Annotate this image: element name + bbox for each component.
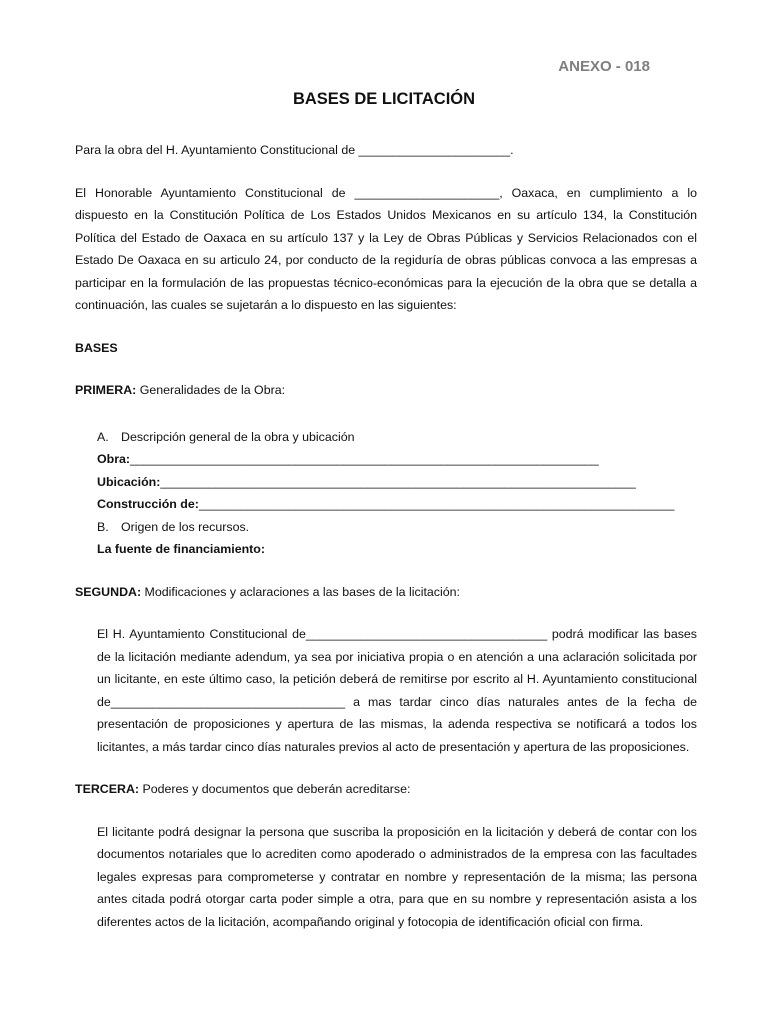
tercera-paragraph: El licitante podrá designar la persona que suscriba la proposición en la licitación y deberá de contar con los documentos notariales que lo acrediten como apoderado o administrados de la empresa con las facultades legales expresas para comprometerse y contratar en nombre y representación de la misma; las persona antes citada podrá otorgar carta poder simple a otra, para que en su nombre y representación asista a los diferentes actos de la licitación, acompañando original y fotocopia de identificación oficial con firma. xyxy=(97,824,697,929)
document-body xyxy=(75,139,697,933)
tercera-heading xyxy=(75,778,697,801)
ubicacion-blank: _____________________________________________________________________ xyxy=(160,474,636,489)
financiamiento-label: La fuente de financiamiento: xyxy=(97,542,265,556)
primera-list xyxy=(75,426,697,561)
intro-paragraph: El Honorable Ayuntamiento Constitucional de _____________________, Oaxaca, en cumplimiento a lo dispuesto en la Constitución Política de Los Estados Unidos Mexicanos en su artículo 134, la Constitución Política del Estado de Oaxaca en su artículo 137 y la Ley de Obras Públicas y Servicios Relacionados con el Estado De Oaxaca en su articulo 24, por conducto de la regiduría de obras públicas convoca a las empresas a participar en la formulación de las propuestas técnico-económicas para la ejecución de la obra que se detalla a continuación, las cuales se sujetarán a lo dispuesto en las siguientes: xyxy=(75,185,697,312)
primera-label: PRIMERA: xyxy=(75,383,137,397)
list-text-a: Descripción general de la obra y ubicación xyxy=(121,429,355,444)
list-item-a xyxy=(97,426,697,449)
list-marker-a: A. xyxy=(97,429,109,444)
ubicacion-label: Ubicación: xyxy=(97,474,161,489)
primera-text: Generalidades de la Obra: xyxy=(136,383,286,397)
document-title: BASES DE LICITACIÓN xyxy=(292,90,476,108)
segunda-text: Modificaciones y aclaraciones a las bases de la licitación: xyxy=(141,584,460,599)
annex-number: ANEXO - 018 xyxy=(558,58,650,75)
segunda-heading xyxy=(75,581,697,604)
segunda-label: SEGUNDA: xyxy=(75,584,142,599)
segunda-paragraph: El H. Ayuntamiento Constitucional de___________________________________ podrá modificar las bases de la licitación mediante adendum, ya sea por iniciativa propia o en atención a una aclaración solicitada por un licitante, en este último caso, la petición deberá de remitirse por escrito al H. Ayuntamiento constitucional de__________________________________ a mas tardar cinco días naturales antes de la fecha de presentación de proposiciones y apertura de las mismas, la adenda respectiva se notificará a todos los licitantes, a más tardar cinco días naturales previos al acto de presentación y apertura de las proposiciones. xyxy=(97,627,697,754)
tercera-label: TERCERA: xyxy=(75,782,140,796)
list-item-b xyxy=(97,516,697,539)
obra-blank: ____________________________________________________________________ xyxy=(130,452,599,466)
construccion-blank: _____________________________________________________________________ xyxy=(198,497,675,511)
intro-line: Para la obra del H. Ayuntamiento Constitucional de ______________________. xyxy=(75,143,514,157)
bases-heading: BASES xyxy=(75,340,118,355)
tercera-text: Poderes y documentos que deberán acreditarse: xyxy=(139,782,411,796)
construccion-line xyxy=(97,493,697,516)
primera-heading xyxy=(75,379,697,402)
ubicacion-line xyxy=(97,471,697,494)
obra-line xyxy=(97,448,697,471)
list-marker-b: B. xyxy=(97,519,109,534)
list-text-b: Origen de los recursos. xyxy=(121,519,250,534)
construccion-label: Construcción de: xyxy=(97,497,199,511)
obra-label: Obra: xyxy=(97,452,131,466)
